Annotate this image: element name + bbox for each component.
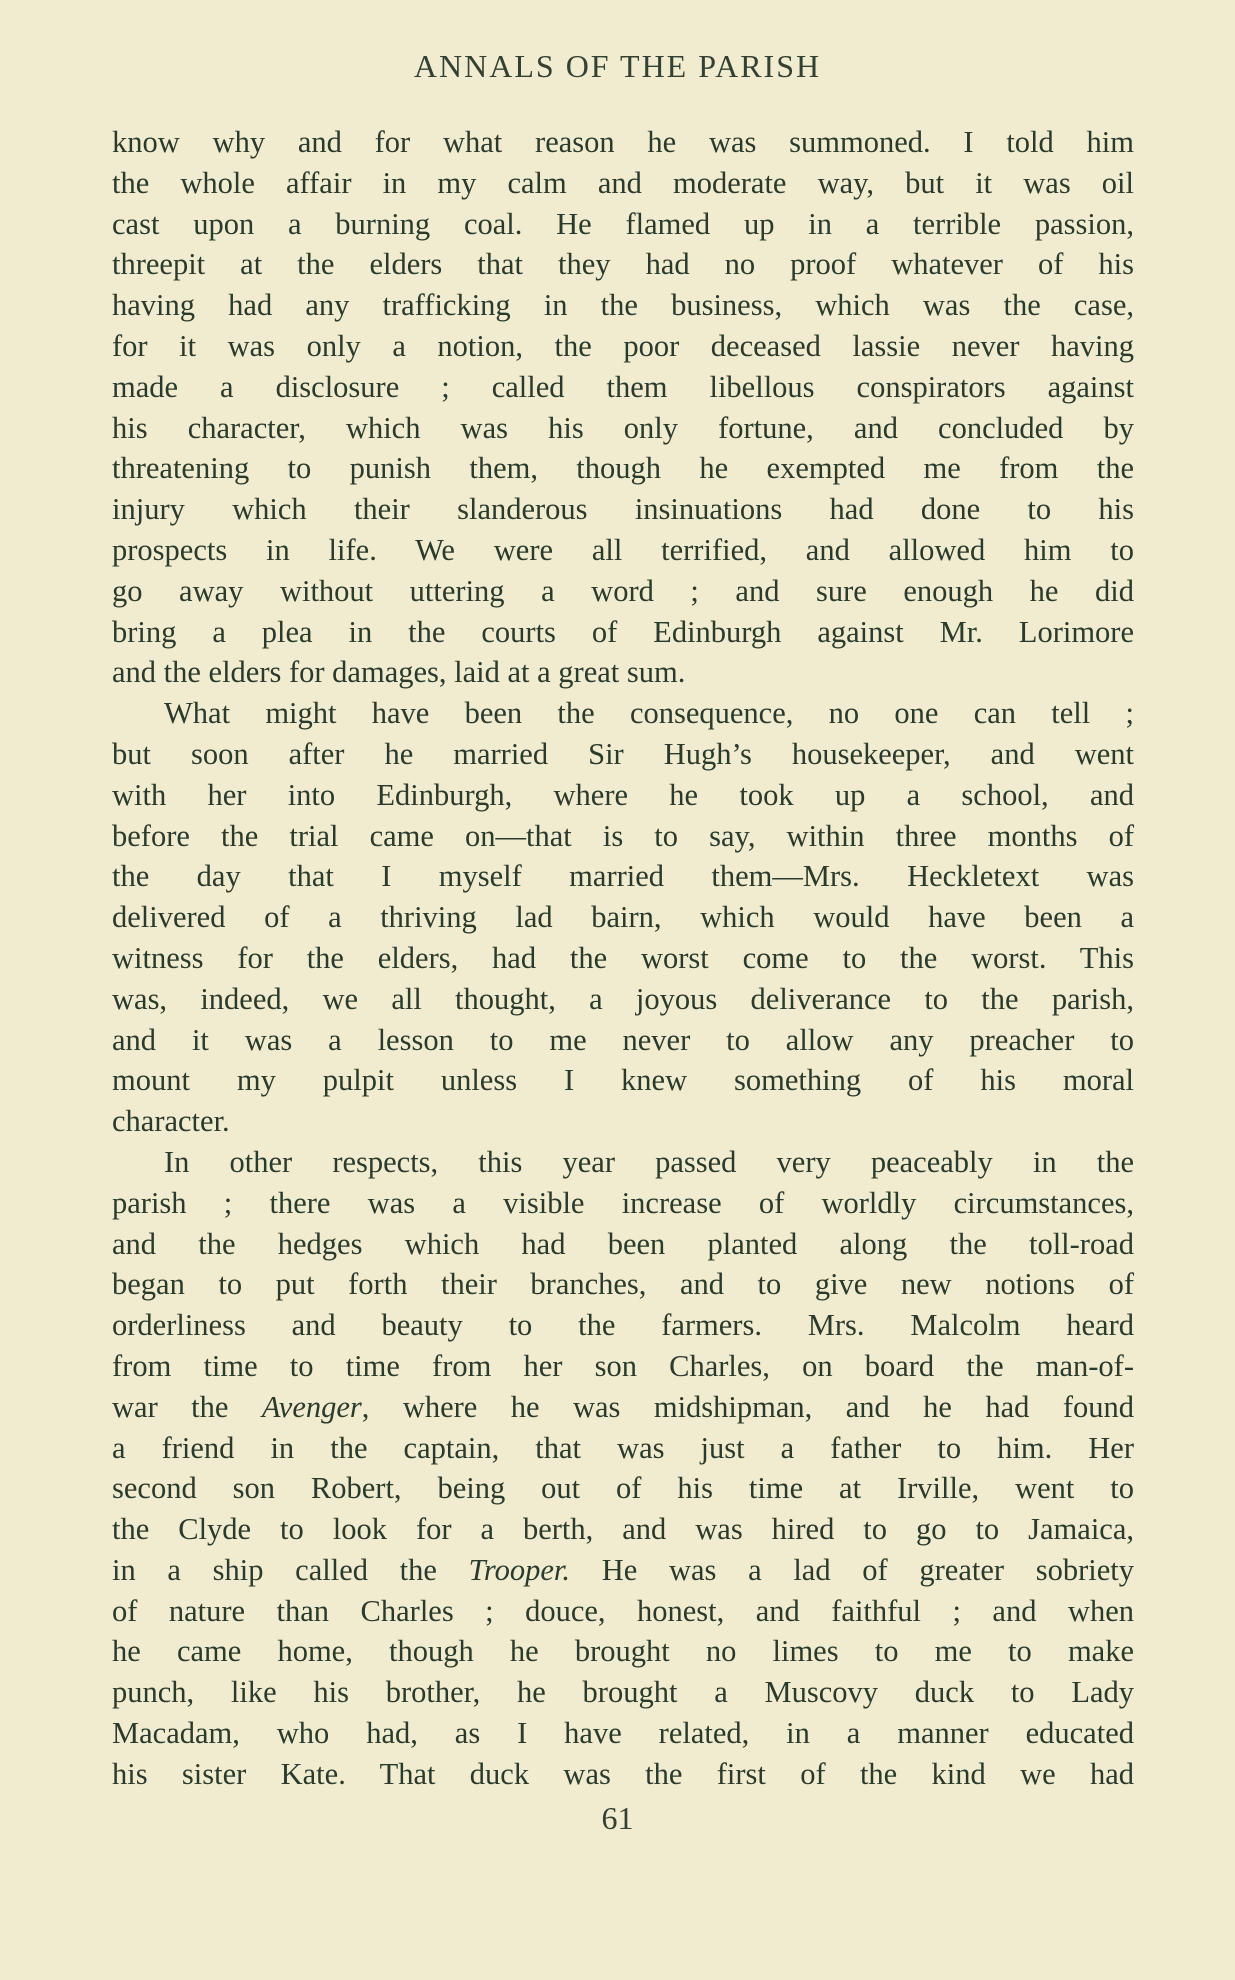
text-line: his character, which was his only fortune, and concluded by: [112, 410, 1134, 445]
text-line: but soon after he married Sir Hugh’s housekeeper, and went: [112, 736, 1134, 771]
text-line: having had any trafficking in the business, which was the case,: [112, 288, 1134, 323]
text-line: threatening to punish them, though he exempted me from the: [112, 451, 1134, 486]
text-line: mount my pulpit unless I knew something of his moral: [112, 1063, 1134, 1098]
text-line: delivered of a thriving lad bairn, which would have been a: [112, 900, 1134, 935]
text-line: threepit at the elders that they had no proof whatever of his: [112, 247, 1134, 282]
text-line: prospects in life. We were all terrified, and allowed him to: [112, 532, 1134, 567]
text-line: and the elders for damages, laid at a great sum.: [112, 655, 686, 690]
page-number: 61: [601, 1800, 634, 1836]
text-line: began to put forth their branches, and to give new notions of: [112, 1267, 1134, 1302]
ship-name: Trooper.: [468, 1552, 571, 1587]
text-segment: , where he was midshipman, and he had found: [361, 1389, 1134, 1424]
text-line: What might have been the consequence, no one can tell ;: [164, 696, 1134, 731]
body-text: [112, 122, 1134, 1795]
text-line: parish ; there was a visible increase of worldly circumstances,: [112, 1185, 1134, 1220]
ship-name: Avenger: [261, 1389, 362, 1424]
text-line: he came home, though he brought no limes to me to make: [112, 1634, 1134, 1669]
text-line: the whole affair in my calm and moderate way, but it was oil: [112, 165, 1134, 200]
text-line: injury which their slanderous insinuations had done to his: [112, 492, 1134, 527]
text-segment: He was a lad of greater sobriety: [570, 1552, 1134, 1587]
text-line: cast upon a burning coal. He flamed up in a terrible passion,: [112, 206, 1134, 241]
text-line: his sister Kate. That duck was the first of the kind we had: [112, 1756, 1134, 1791]
text-line: In other respects, this year passed very peaceably in the: [164, 1144, 1134, 1179]
text-line: the day that I myself married them—Mrs. Heckletext was: [112, 859, 1134, 894]
running-head: ANNALS OF THE PARISH: [413, 48, 822, 84]
text-line: [112, 1387, 1134, 1428]
text-line: second son Robert, being out of his time at Irville, went to: [112, 1471, 1134, 1506]
text-line: character.: [112, 1104, 230, 1139]
text-line: punch, like his brother, he brought a Muscovy duck to Lady: [112, 1675, 1134, 1710]
text-line: bring a plea in the courts of Edinburgh against Mr. Lorimore: [112, 614, 1134, 649]
text-line: with her into Edinburgh, where he took up a school, and: [112, 777, 1134, 812]
text-segment: in a ship called the: [112, 1552, 469, 1587]
text-line: know why and for what reason he was summoned. I told him: [112, 125, 1134, 159]
text-line: of nature than Charles ; douce, honest, and faithful ; and when: [112, 1593, 1134, 1628]
text-segment: war the: [112, 1389, 262, 1424]
text-line: Macadam, who had, as I have related, in a manner educated: [112, 1716, 1134, 1751]
text-line: the Clyde to look for a berth, and was hired to go to Jamaica,: [112, 1512, 1134, 1547]
text-line: go away without uttering a word ; and sure enough he did: [112, 573, 1134, 608]
text-line: a friend in the captain, that was just a father to him. Her: [112, 1430, 1134, 1465]
text-line: before the trial came on—that is to say, within three months of: [112, 818, 1134, 853]
text-line: witness for the elders, had the worst come to the worst. This: [112, 940, 1134, 975]
text-line: orderliness and beauty to the farmers. Mrs. Malcolm heard: [112, 1308, 1134, 1343]
text-line: [112, 1550, 1134, 1591]
text-line: and the hedges which had been planted along the toll-road: [112, 1226, 1134, 1261]
text-line: and it was a lesson to me never to allow any preacher to: [112, 1022, 1134, 1057]
text-line: for it was only a notion, the poor deceased lassie never having: [112, 328, 1134, 363]
text-line: was, indeed, we all thought, a joyous deliverance to the parish,: [112, 981, 1134, 1016]
text-line: made a disclosure ; called them libellous conspirators against: [112, 369, 1134, 404]
text-line: from time to time from her son Charles, on board the man-of-: [112, 1348, 1134, 1383]
